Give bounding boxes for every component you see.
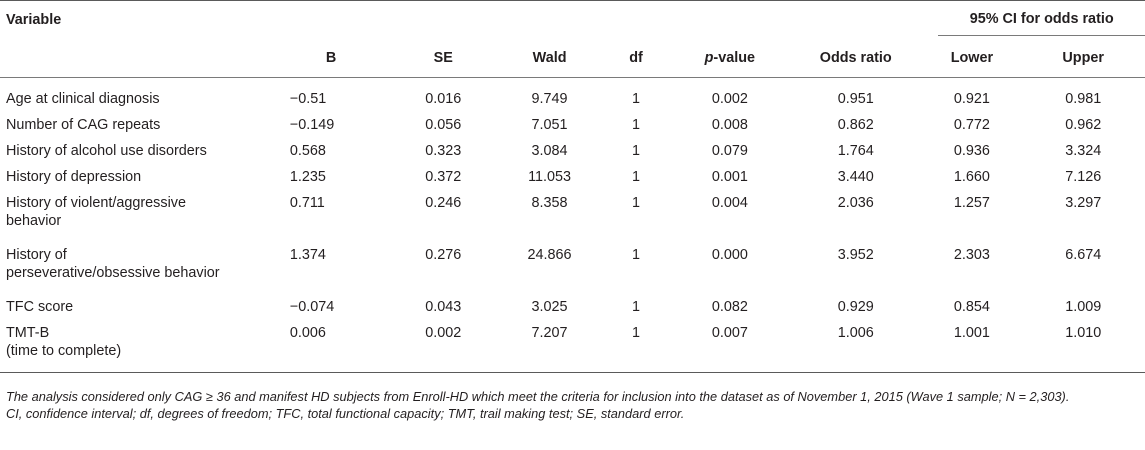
header-b: B [325,50,337,66]
table-row: History of alcohol use disorders 0.568 0.323 3.084 1 0.079 1.764 0.936 3.324 [6,143,1102,159]
header-variable: Variable [6,12,62,28]
header-lower: Lower [950,50,994,66]
table-row: TMT-B (time to complete) 0.006 0.002 7.207 1 0.007 1.006 1.001 1.010 [0,320,1145,373]
table-row: History of perseverative/obsessive behavior 1.374 0.276 24.866 1 0.000 3.952 2.303 6.674 [6,247,1102,281]
header-ci-group: 95% CI for odds ratio [922,1,1145,40]
table-row: TFC score −0.074 0.043 3.025 1 0.082 0.929 0.854 1.009 [6,299,1102,315]
header-p-value: p-value [704,50,756,66]
header-row-1 [0,1,1145,40]
table-body [0,78,1145,373]
footnote-abbreviations: CI, confidence interval; df, degrees of freedom; TFC, total functional capacity; TMT, trail making test; SE, standard error. [6,406,685,421]
header-odds-ratio: Odds ratio [819,50,892,66]
header-se: SE [433,50,453,66]
header-wald: Wald [532,50,567,66]
header-upper: Upper [1062,50,1104,66]
table-header [0,1,1145,78]
header-row-2 [0,39,1145,78]
table-row: Number of CAG repeats −0.149 0.056 7.051 1 0.008 0.862 0.772 0.962 [6,117,1102,133]
table-row: Age at clinical diagnosis −0.51 0.016 9.749 1 0.002 0.951 0.921 0.981 [0,78,1145,113]
table-row: History of violent/aggressive behavior 0.711 0.246 8.358 1 0.004 2.036 1.257 3.297 [6,195,1102,229]
table-footnotes [6,388,1136,422]
header-df: df [629,50,643,66]
footnote-analysis: The analysis considered only CAG ≥ 36 and manifest HD subjects from Enroll-HD which meet the criteria for inclusion into the dataset as of November 1, 2015 (Wave 1 sample; N = 2,303). [6,389,1070,404]
table-row: History of depression 1.235 0.372 11.053 1 0.001 3.440 1.660 7.126 [6,169,1102,185]
